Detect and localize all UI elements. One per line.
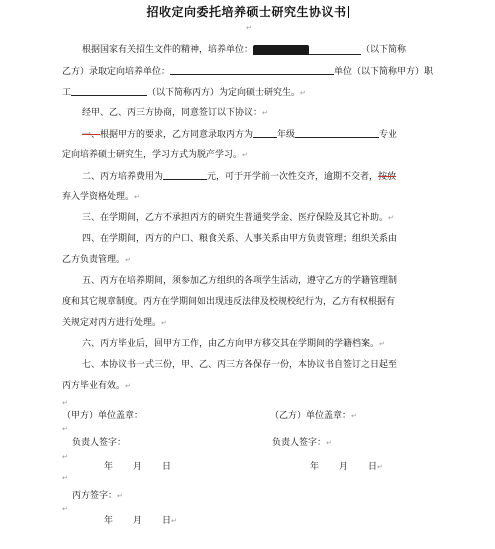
blank-employee-name[interactable] [71,86,147,96]
paragraph-4[interactable]: 经甲、乙、丙三方协商，同意签订以下协议：↵ [82,108,268,118]
paragraph-mark: ↵ [62,474,68,482]
blank-grade[interactable] [253,128,277,138]
paragraph-12[interactable]: 五、丙方在培养期间，须参加乙方组织的各项学生活动，遵守乙方的学籍管理制 [82,276,398,286]
paragraph-7[interactable]: 二、丙方培养费用为 元，可于开学前一次性交齐，逾期不交者，按放 [82,172,397,182]
redacted-block [253,45,309,55]
paragraph-mark: ↵ [62,425,68,433]
paragraph-13[interactable]: 度和其它规章制度。丙方在学期间如出现违反法律及校规校纪行为，乙方有权根据有 [62,297,396,307]
document-title[interactable]: 招收定向委托培养硕士研究生协议书 [146,5,347,19]
text-cursor [348,6,349,18]
paragraph-16[interactable]: 七、本协议书一式三份，甲、乙、丙三方各保存一份，本协议书自签订之日起至 [82,360,398,370]
paragraph-mark: ↵ [62,399,68,407]
paragraph-2[interactable]: 乙方）录取定向培养单位： 单位（以下简称甲方）职 [62,67,434,77]
paragraph-mark: ↵ [62,453,68,461]
paragraph-3[interactable]: 工 （以下简称丙方）为定向硕士研究生。↵ [62,88,306,98]
paragraph-8[interactable]: 弃入学资格处理。↵ [62,192,140,202]
sign-party-a[interactable]: 负责人签字： [72,438,127,448]
blank-major[interactable] [295,128,379,138]
date-party-c[interactable]: 年 月 日↵ [104,516,177,526]
seal-party-b[interactable]: （乙方）单位盖章：↵ [270,411,357,421]
paragraph-11[interactable]: 乙方负责管理。↵ [62,255,131,265]
paragraph-15[interactable]: 六、丙方毕业后，回甲方工作，由乙方向甲方移交其在学期间的学籍档案。↵ [82,339,385,349]
blank-fee[interactable] [163,170,207,180]
paragraph-6[interactable]: 定向培养硕士研究生，学习方式为脱产学习。↵ [62,150,248,160]
date-party-a[interactable]: 年 月 日 [104,462,172,472]
paragraph-mark: ↵ [246,24,252,32]
date-party-b[interactable]: 年 月 日↵ [310,462,383,472]
paragraph-10[interactable]: 四、在学期间，丙方的户口、粮食关系、人事关系由甲方负责管理；组织关系由 [82,234,398,244]
paragraph-1[interactable]: 根据国家有关招生文件的精神，培养单位： （以下简称 [82,45,407,55]
paragraph-mark: ↵ [62,505,68,513]
paragraph-14[interactable]: 关规定对丙方进行处理。↵ [62,318,167,328]
sign-party-b[interactable]: 负责人签字：↵ [272,438,332,448]
paragraph-5[interactable]: 一、根据甲方的要求，乙方同意录取丙方为 年级 专业 [82,130,398,140]
paragraph-17[interactable]: 丙方毕业有效。↵ [62,381,131,391]
blank-employer-unit[interactable] [170,65,334,75]
seal-party-a[interactable]: （甲方）单位盖章： [62,411,144,421]
paragraph-9[interactable]: 三、在学期间，乙方不承担丙方的研究生普通奖学金、医疗保险及其它补助。↵ [82,213,394,223]
sign-party-c[interactable]: 丙方签字：↵ [72,491,123,501]
blank-training-unit[interactable] [253,45,361,55]
